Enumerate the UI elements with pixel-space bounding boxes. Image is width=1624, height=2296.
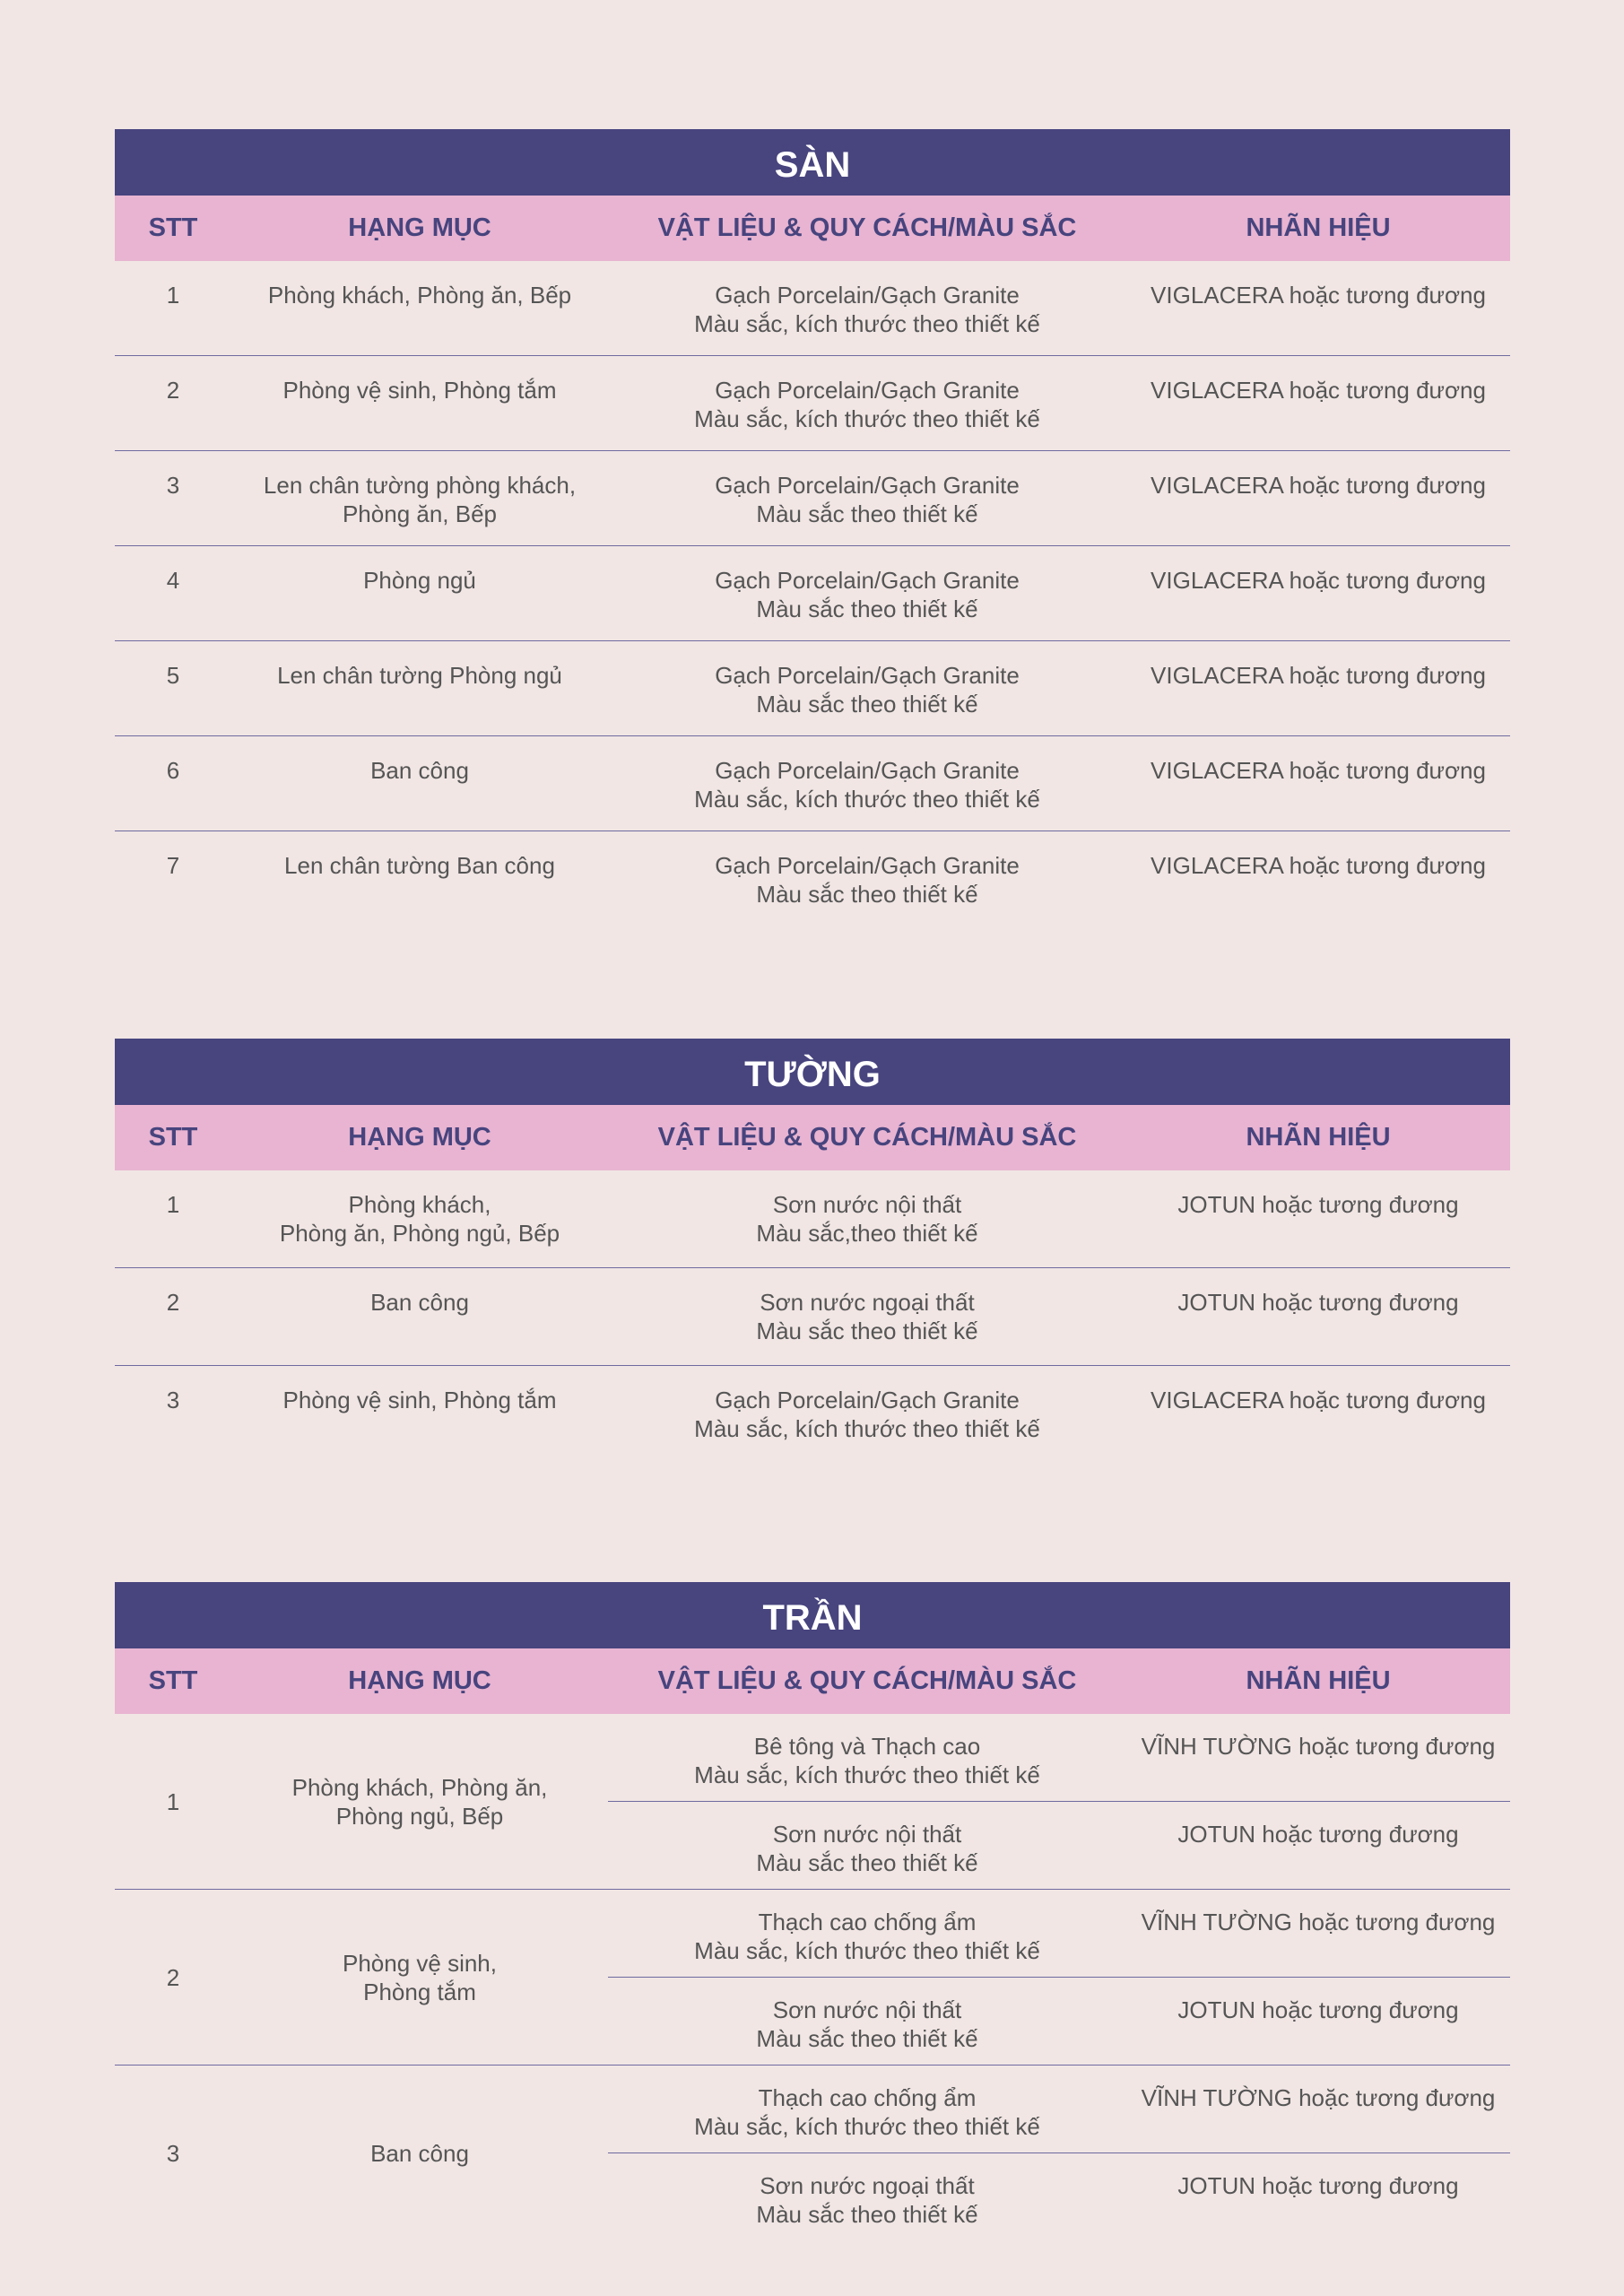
header-hang-muc: HẠNG MỤC xyxy=(348,1666,491,1695)
row-stt: 7 xyxy=(166,852,180,879)
table-row xyxy=(115,1714,1510,1890)
sub-row xyxy=(608,1978,1510,2066)
row-material: Bê tông và Thạch cao Màu sắc, kích thước theo thiết kế xyxy=(694,1733,1040,1788)
row-stt: 6 xyxy=(166,757,180,784)
header-vat-lieu: VẬT LIỆU & QUY CÁCH/MÀU SẮC xyxy=(657,1666,1077,1695)
row-brand: VIGLACERA hoặc tương đương xyxy=(1151,282,1486,309)
table-row xyxy=(115,831,1510,926)
san-title: SÀN xyxy=(115,129,1510,196)
row-stt: 1 xyxy=(166,1191,180,1218)
san-column-header xyxy=(115,196,1510,261)
row-brand: VIGLACERA hoặc tương đương xyxy=(1151,662,1486,689)
row-brand: VĨNH TƯỜNG hoặc tương đương xyxy=(1141,1733,1496,1760)
row-stt: 2 xyxy=(166,377,180,404)
row-item: Ban công xyxy=(370,2140,469,2167)
header-nhan-hieu: NHÃN HIỆU xyxy=(1246,213,1391,242)
row-material: Sơn nước nội thất Màu sắc theo thiết kế xyxy=(756,1996,978,2052)
row-item: Len chân tường phòng khách, Phòng ăn, Bếp xyxy=(263,472,577,527)
row-material: Sơn nước ngoại thất Màu sắc theo thiết kế xyxy=(756,1289,978,1344)
row-stt: 2 xyxy=(166,1289,180,1316)
row-brand: JOTUN hoặc tương đương xyxy=(1177,1289,1459,1316)
san-table xyxy=(115,129,1510,926)
header-stt: STT xyxy=(148,1666,198,1695)
header-nhan-hieu: NHÃN HIỆU xyxy=(1246,1666,1391,1695)
row-brand: VIGLACERA hoặc tương đương xyxy=(1151,472,1486,499)
row-material: Sơn nước nội thất Màu sắc,theo thiết kế xyxy=(756,1191,978,1247)
row-item: Phòng khách, Phòng ăn, Phòng ngủ, Bếp xyxy=(291,1773,548,1830)
row-material: Gạch Porcelain/Gạch Granite Màu sắc theo thiết kế xyxy=(715,662,1020,718)
header-hang-muc: HẠNG MỤC xyxy=(348,213,491,242)
san-body xyxy=(115,261,1510,926)
header-hang-muc: HẠNG MỤC xyxy=(348,1123,491,1152)
row-stt: 5 xyxy=(166,662,180,689)
header-vat-lieu: VẬT LIỆU & QUY CÁCH/MÀU SẮC xyxy=(657,213,1077,242)
tran-column-header xyxy=(115,1648,1510,1714)
header-stt: STT xyxy=(148,1123,198,1152)
header-stt: STT xyxy=(148,213,198,242)
sub-row xyxy=(608,1802,1510,1890)
row-material: Gạch Porcelain/Gạch Granite Màu sắc, kích thước theo thiết kế xyxy=(694,282,1040,337)
table-row xyxy=(115,1268,1510,1366)
row-brand: VĨNH TƯỜNG hoặc tương đương xyxy=(1141,2084,1496,2111)
tuong-body xyxy=(115,1170,1510,1464)
row-item: Len chân tường Ban công xyxy=(284,852,555,879)
row-material: Thạch cao chống ẩm Màu sắc, kích thước theo thiết kế xyxy=(694,1909,1040,1964)
row-brand: VIGLACERA hoặc tương đương xyxy=(1151,757,1486,784)
row-stt: 2 xyxy=(166,1963,180,1991)
row-material: Sơn nước nội thất Màu sắc theo thiết kế xyxy=(756,1820,978,1876)
tuong-column-header xyxy=(115,1105,1510,1170)
sub-rows xyxy=(608,1714,1510,1889)
row-material: Thạch cao chống ẩm Màu sắc, kích thước theo thiết kế xyxy=(694,2084,1040,2140)
table-row xyxy=(115,261,1510,356)
row-brand: JOTUN hoặc tương đương xyxy=(1177,1996,1459,2023)
row-stt: 1 xyxy=(166,1787,180,1815)
sub-rows xyxy=(608,2066,1510,2241)
row-item: Phòng khách, Phòng ăn, Bếp xyxy=(267,282,572,309)
row-material: Gạch Porcelain/Gạch Granite Màu sắc theo thiết kế xyxy=(715,852,1020,908)
table-row xyxy=(115,546,1510,641)
table-row xyxy=(115,356,1510,451)
sub-rows xyxy=(608,1890,1510,2065)
table-row xyxy=(115,1890,1510,2066)
row-stt: 3 xyxy=(166,1387,180,1413)
row-material: Gạch Porcelain/Gạch Granite Màu sắc, kích thước theo thiết kế xyxy=(694,1387,1040,1442)
row-material: Gạch Porcelain/Gạch Granite Màu sắc theo thiết kế xyxy=(715,472,1020,527)
table-row xyxy=(115,2066,1510,2241)
row-brand: VIGLACERA hoặc tương đương xyxy=(1151,1387,1486,1413)
row-item: Ban công xyxy=(370,757,469,784)
header-vat-lieu: VẬT LIỆU & QUY CÁCH/MÀU SẮC xyxy=(657,1123,1077,1152)
row-material: Sơn nước ngoại thất Màu sắc theo thiết kế xyxy=(756,2172,978,2228)
row-material: Gạch Porcelain/Gạch Granite Màu sắc, kích thước theo thiết kế xyxy=(694,377,1040,432)
tuong-title: TƯỜNG xyxy=(115,1039,1510,1105)
sub-row xyxy=(608,2153,1510,2241)
sub-row xyxy=(608,1890,1510,1978)
row-item: Phòng vệ sinh, Phòng tắm xyxy=(282,1387,557,1413)
row-item: Phòng vệ sinh, Phòng tắm xyxy=(342,1949,497,2005)
row-brand: VIGLACERA hoặc tương đương xyxy=(1151,852,1486,879)
tuong-table xyxy=(115,1039,1510,1464)
row-item: Phòng vệ sinh, Phòng tắm xyxy=(282,377,557,404)
row-brand: JOTUN hoặc tương đương xyxy=(1177,1191,1459,1218)
row-material: Gạch Porcelain/Gạch Granite Màu sắc, kích thước theo thiết kế xyxy=(694,757,1040,813)
row-brand: VĨNH TƯỜNG hoặc tương đương xyxy=(1141,1909,1496,1935)
row-stt: 4 xyxy=(166,567,180,594)
row-brand: JOTUN hoặc tương đương xyxy=(1177,2172,1459,2199)
table-row xyxy=(115,1366,1510,1464)
row-brand: VIGLACERA hoặc tương đương xyxy=(1151,377,1486,404)
table-row xyxy=(115,451,1510,546)
sub-row xyxy=(608,2066,1510,2153)
table-row xyxy=(115,1170,1510,1268)
tran-body xyxy=(115,1714,1510,2241)
row-item: Phòng khách, Phòng ăn, Phòng ngủ, Bếp xyxy=(279,1191,560,1247)
row-item: Phòng ngủ xyxy=(363,567,476,594)
row-stt: 3 xyxy=(166,2140,180,2167)
row-item: Ban công xyxy=(370,1289,469,1316)
sub-row xyxy=(608,1714,1510,1802)
table-row xyxy=(115,736,1510,831)
tran-table xyxy=(115,1582,1510,2241)
row-stt: 3 xyxy=(166,472,180,499)
table-row xyxy=(115,641,1510,736)
row-stt: 1 xyxy=(166,282,180,309)
row-item: Len chân tường Phòng ngủ xyxy=(277,662,562,689)
row-material: Gạch Porcelain/Gạch Granite Màu sắc theo thiết kế xyxy=(715,567,1020,622)
tran-title: TRẦN xyxy=(115,1582,1510,1648)
row-brand: VIGLACERA hoặc tương đương xyxy=(1151,567,1486,594)
row-brand: JOTUN hoặc tương đương xyxy=(1177,1820,1459,1848)
header-nhan-hieu: NHÃN HIỆU xyxy=(1246,1123,1391,1152)
